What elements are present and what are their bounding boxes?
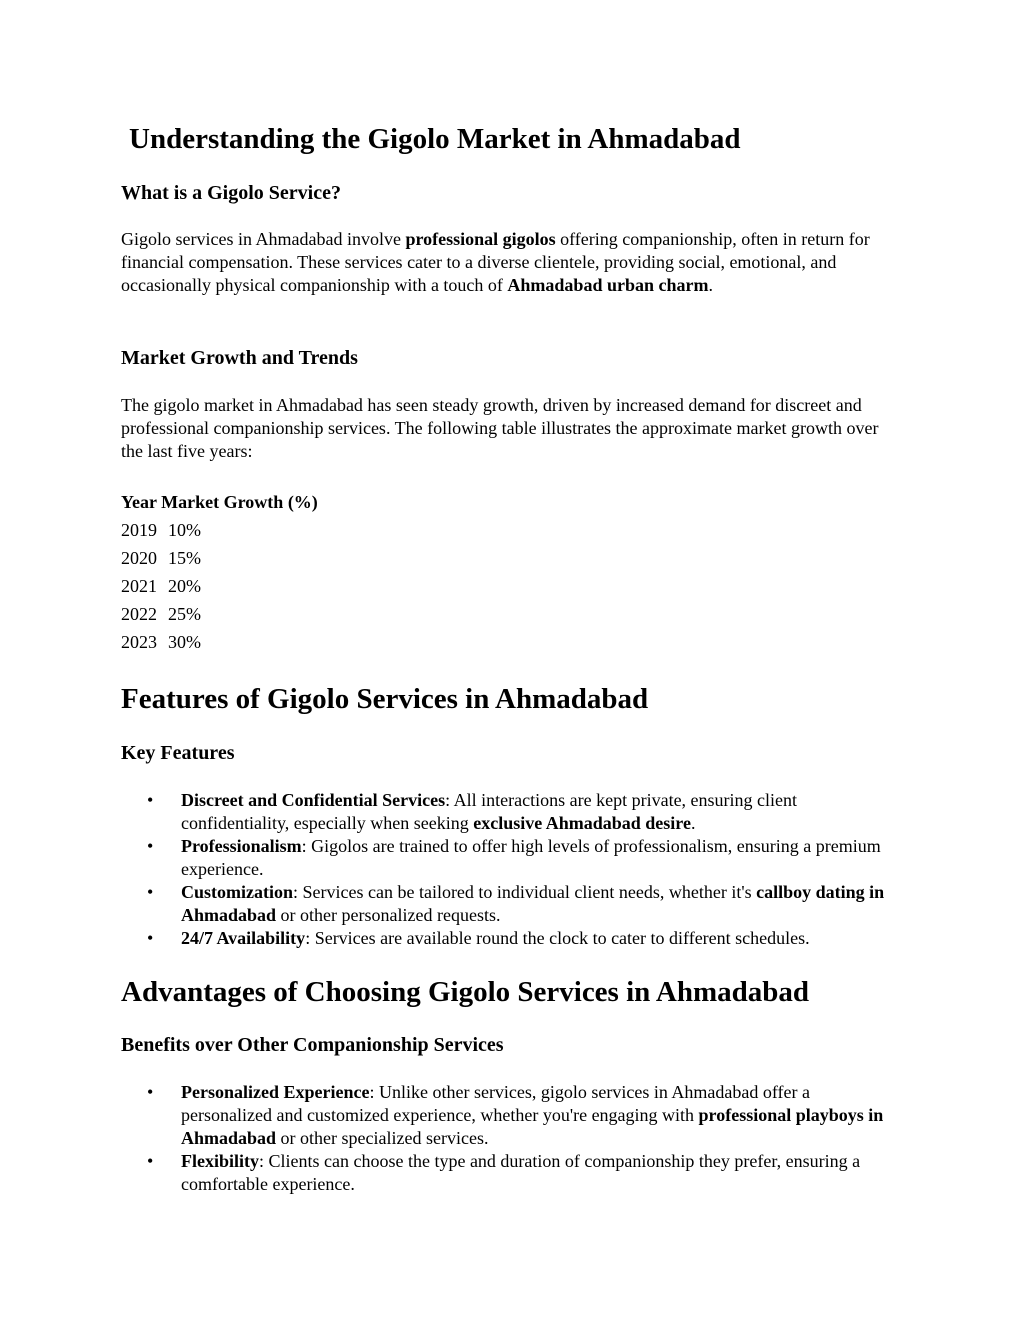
bold-text: callboy dating in Ahmadabad — [181, 882, 885, 925]
table-cell-growth: 30% — [168, 632, 201, 652]
text-run: : Clients can choose the type and duration of companionship they prefer, ensuring a comfortable experience. — [181, 1151, 861, 1194]
bullet-icon: • — [147, 1151, 154, 1171]
list-item — [121, 927, 891, 950]
table-header-year: Year — [121, 492, 157, 512]
heading-market-growth: Market Growth and Trends — [121, 347, 358, 369]
bullet-icon: • — [147, 882, 154, 902]
text-run: or other specialized services. — [276, 1128, 489, 1148]
table-cell-year: 2019 — [121, 520, 157, 540]
text-run: Gigolo services in Ahmadabad involve — [121, 229, 406, 249]
text-run: . — [690, 813, 696, 833]
bold-text: Ahmadabad urban charm — [507, 275, 709, 295]
heading-benefits: Benefits over Other Companionship Services — [121, 1034, 504, 1056]
heading-what-is-gigolo-service: What is a Gigolo Service? — [121, 182, 341, 204]
text-run: . — [708, 275, 713, 295]
bullet-icon: • — [147, 1082, 154, 1102]
bullet-icon: • — [147, 790, 154, 810]
list-item — [121, 1150, 891, 1196]
table-row — [121, 518, 318, 546]
bold-text: exclusive Ahmadabad desire — [473, 813, 691, 833]
bold-text: Discreet and Confidential Services — [181, 790, 446, 810]
section-title-advantages: Advantages of Choosing Gigolo Services in Ahmadabad — [121, 976, 810, 1008]
text-run: offering companionship, often in return for financial compensation. These services cater to a diverse clientele, providing social, emotional, and occasionally physical companionship with a touch of — [121, 229, 870, 295]
list-item — [121, 881, 891, 927]
text-run: : Services can be tailored to individual client needs, whether it's — [293, 882, 757, 902]
table-cell-growth: 20% — [168, 576, 201, 596]
benefits-list — [121, 1081, 891, 1196]
bold-text: professional playboys in Ahmadabad — [181, 1105, 884, 1148]
market-growth-table — [121, 490, 318, 658]
table-cell-year: 2020 — [121, 548, 157, 568]
table-cell-growth: 10% — [168, 520, 201, 540]
heading-key-features: Key Features — [121, 742, 235, 764]
table-header-row — [121, 490, 318, 518]
table-cell-growth: 15% — [168, 548, 201, 568]
table-row — [121, 574, 318, 602]
bold-text: Customization — [181, 882, 293, 902]
text-run: : Gigolos are trained to offer high levels of professionalism, ensuring a premium experience. — [181, 836, 881, 879]
table-cell-year: 2023 — [121, 632, 157, 652]
text-run: : Unlike other services, gigolo services in Ahmadabad offer a personalized and customized experience, whether you're engaging with — [181, 1082, 811, 1125]
bold-text: professional gigolos — [405, 229, 556, 249]
bullet-icon: • — [147, 836, 154, 856]
list-item — [121, 1081, 891, 1150]
table-header-growth: Market Growth (%) — [161, 492, 318, 512]
table-row — [121, 630, 318, 658]
bullet-icon: • — [147, 928, 154, 948]
bold-text: 24/7 Availability — [181, 928, 306, 948]
text-run: : Services are available round the clock to cater to different schedules. — [305, 928, 810, 948]
text-run: or other personalized requests. — [276, 905, 501, 925]
bold-text: Flexibility — [181, 1151, 259, 1171]
list-item — [121, 789, 891, 835]
table-cell-year: 2021 — [121, 576, 157, 596]
section-title-features: Features of Gigolo Services in Ahmadabad — [121, 683, 649, 715]
text-run: : All interactions are kept private, ensuring client confidentiality, especially when seeking — [181, 790, 798, 833]
key-features-list — [121, 789, 891, 950]
table-cell-growth: 25% — [168, 604, 201, 624]
list-item — [121, 835, 891, 881]
table-row — [121, 546, 318, 574]
section-title-understanding: Understanding the Gigolo Market in Ahmadabad — [129, 123, 741, 155]
bold-text: Professionalism — [181, 836, 302, 856]
paragraph-what-is — [121, 228, 891, 297]
paragraph-market-growth: The gigolo market in Ahmadabad has seen steady growth, driven by increased demand for discreet and professional companionship services. The following table illustrates the approximate market growth over the last five years: — [121, 395, 879, 461]
table-row — [121, 602, 318, 630]
bold-text: Personalized Experience — [181, 1082, 370, 1102]
table-cell-year: 2022 — [121, 604, 157, 624]
